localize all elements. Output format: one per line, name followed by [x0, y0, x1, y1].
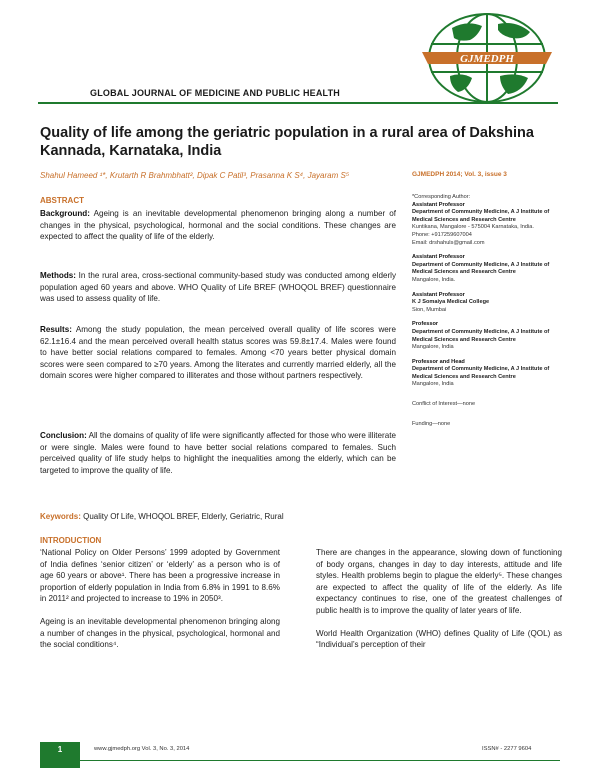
introduction-heading: INTRODUCTION — [40, 536, 102, 545]
abstract-methods — [40, 270, 396, 305]
methods-label: Methods: — [40, 271, 76, 280]
intro-paragraph: Ageing is an inevitable developmental phenomenon bringing along a number of changes in the physical, psychological, hormonal and the social conditions⁴. — [40, 616, 280, 650]
affiliation-dept: Department of Community Medicine, A J Institute of Medical Sciences and Research Centre — [412, 366, 550, 380]
abstract-heading: ABSTRACT — [40, 196, 84, 205]
corresponding-author-heading: *Corresponding Author: — [412, 194, 471, 200]
affiliation-2 — [412, 254, 562, 284]
keywords-line — [40, 512, 284, 521]
affiliation-dept: K J Somaiya Medical College — [412, 299, 490, 306]
results-label: Results: — [40, 325, 72, 334]
affiliation-dept: Department of Community Medicine, A J Institute of Medical Sciences and Research Centre — [412, 261, 550, 276]
affiliation-email: Email: drshahuls@gmail.com — [412, 239, 485, 246]
affiliation-address: Sion, Mumbai — [412, 306, 447, 313]
citation-line: GJMEDPH 2014; Vol. 3, issue 3 — [412, 171, 507, 178]
journal-logo — [412, 6, 562, 110]
background-label: Background: — [40, 209, 90, 218]
affiliation-dept: Department of Community Medicine, A J Institute of Medical Sciences and Research Centre — [412, 328, 550, 343]
intro-paragraph: There are changes in the appearance, slowing down of functioning of body organs, changes in day to day interests, attitude and life styles. Health problems begin to plague the elderly⁵. These changes are expected to affect the quality of life of the elderly. As life expectancy continues to rise, one of the greatest challenges of public health is to improve the quality of later years of life. — [316, 548, 562, 615]
conclusion-text: All the domains of quality of life were significantly affected for those who were illiterate or were single. Males were found to have better social relations compared to females. Such perceived quality of life study helps to highlight the inequalities among the elderly, which can be targeted to improve the quality of life. — [40, 431, 396, 475]
abstract-results — [40, 324, 396, 382]
page-number: 1 — [57, 745, 63, 754]
affiliation-address: Mangalore, India — [412, 344, 454, 351]
conclusion-label: Conclusion: — [40, 431, 87, 440]
affiliation-dept: Department of Community Medicine, A J Institute of Medical Sciences and Research Centre — [412, 209, 550, 223]
abstract-conclusion — [40, 430, 396, 476]
methods-text: In the rural area, cross-sectional community-based study was conducted among elderly population aged 60 years and above. WHO Quality of Life BREF (WHOQOL BREF) questionnaire was used to assess quality of life. — [40, 271, 396, 304]
affiliation-4 — [412, 321, 562, 351]
journal-name: GLOBAL JOURNAL OF MEDICINE AND PUBLIC HEALTH — [90, 88, 340, 98]
results-text: Among the study population, the mean perceived overall quality of life scores were 62.1±16.4 and the mean perceived overall health status scores was 59.8±17.4. Males were found to have better social relations compared to females. Among <70 years better physical domain scores were seen compared to ≥70 years. Among the literates and currently married elderly, all the domain scores were higher compared to illiterates and those without partners respectively. — [40, 325, 396, 381]
logo-text: GJMEDPH — [460, 53, 514, 65]
paper-title: Quality of life among the geriatric population in a rural area of Dakshina Kannada, Karnataka, India — [40, 125, 534, 159]
affiliation-phone: Phone: +917259607004 — [412, 231, 472, 238]
affiliation-role: Professor and Head — [412, 358, 465, 365]
affiliation-role: Assistant Professor — [412, 291, 465, 298]
affiliation-role: Assistant Professor — [412, 254, 465, 261]
conflict-of-interest: Conflict of Interest—none — [412, 401, 476, 408]
footer-divider — [40, 760, 560, 761]
affiliation-1 — [412, 194, 562, 247]
footer-issn: ISSN# - 2277 9604 — [482, 746, 532, 752]
intro-left-column — [40, 547, 280, 662]
affiliation-address: Kuntikana, Mangalore - 575004 Karnataka, India. — [412, 224, 534, 231]
intro-paragraph: World Health Organization (WHO) defines Quality of Life (QOL) as “Individual’s perception of their — [316, 628, 562, 650]
abstract-background — [40, 208, 396, 243]
intro-paragraph: ‘National Policy on Older Persons’ 1999 adopted by Government of India defines ‘senior citizen’ or ‘elderly’ as a person who is of age 60 years or above¹. There has been a progressive increase in proportion of elderly population in India from 6.8% in 1991 to 8.6% in 2011² and projected to increase to 19% in 2050³. — [40, 548, 280, 604]
affiliation-3 — [412, 292, 562, 315]
intro-right-column — [316, 547, 562, 662]
funding-statement: Funding—none — [412, 420, 451, 427]
affiliation-role: Professor — [412, 321, 439, 328]
background-text: Ageing is an inevitable developmental phenomenon bringing along a number of changes in the physical, psychological, hormonal and the social conditions. These changes are expected to affect the quality of life of the elderly. — [40, 209, 396, 242]
keywords-text: Quality Of Life, WHOQOL BREF, Elderly, Geriatric, Rural — [80, 512, 284, 521]
affiliation-role: Assistant Professor — [412, 201, 465, 208]
affiliation-5 — [412, 359, 562, 389]
footer-website: www.gjmedph.org Vol. 3, No. 3, 2014 — [94, 746, 190, 752]
keywords-label: Keywords: — [40, 512, 81, 521]
affiliation-address: Mangalore, India — [412, 381, 454, 388]
affiliations-sidebar — [412, 194, 562, 435]
author-list: Shahul Hameed ¹*, Krutarth R Brahmbhatt², Dipak C Patil³, Prasanna K S⁴, Jayaram S⁵ — [40, 171, 350, 180]
affiliation-address: Mangalore, India. — [412, 276, 456, 283]
